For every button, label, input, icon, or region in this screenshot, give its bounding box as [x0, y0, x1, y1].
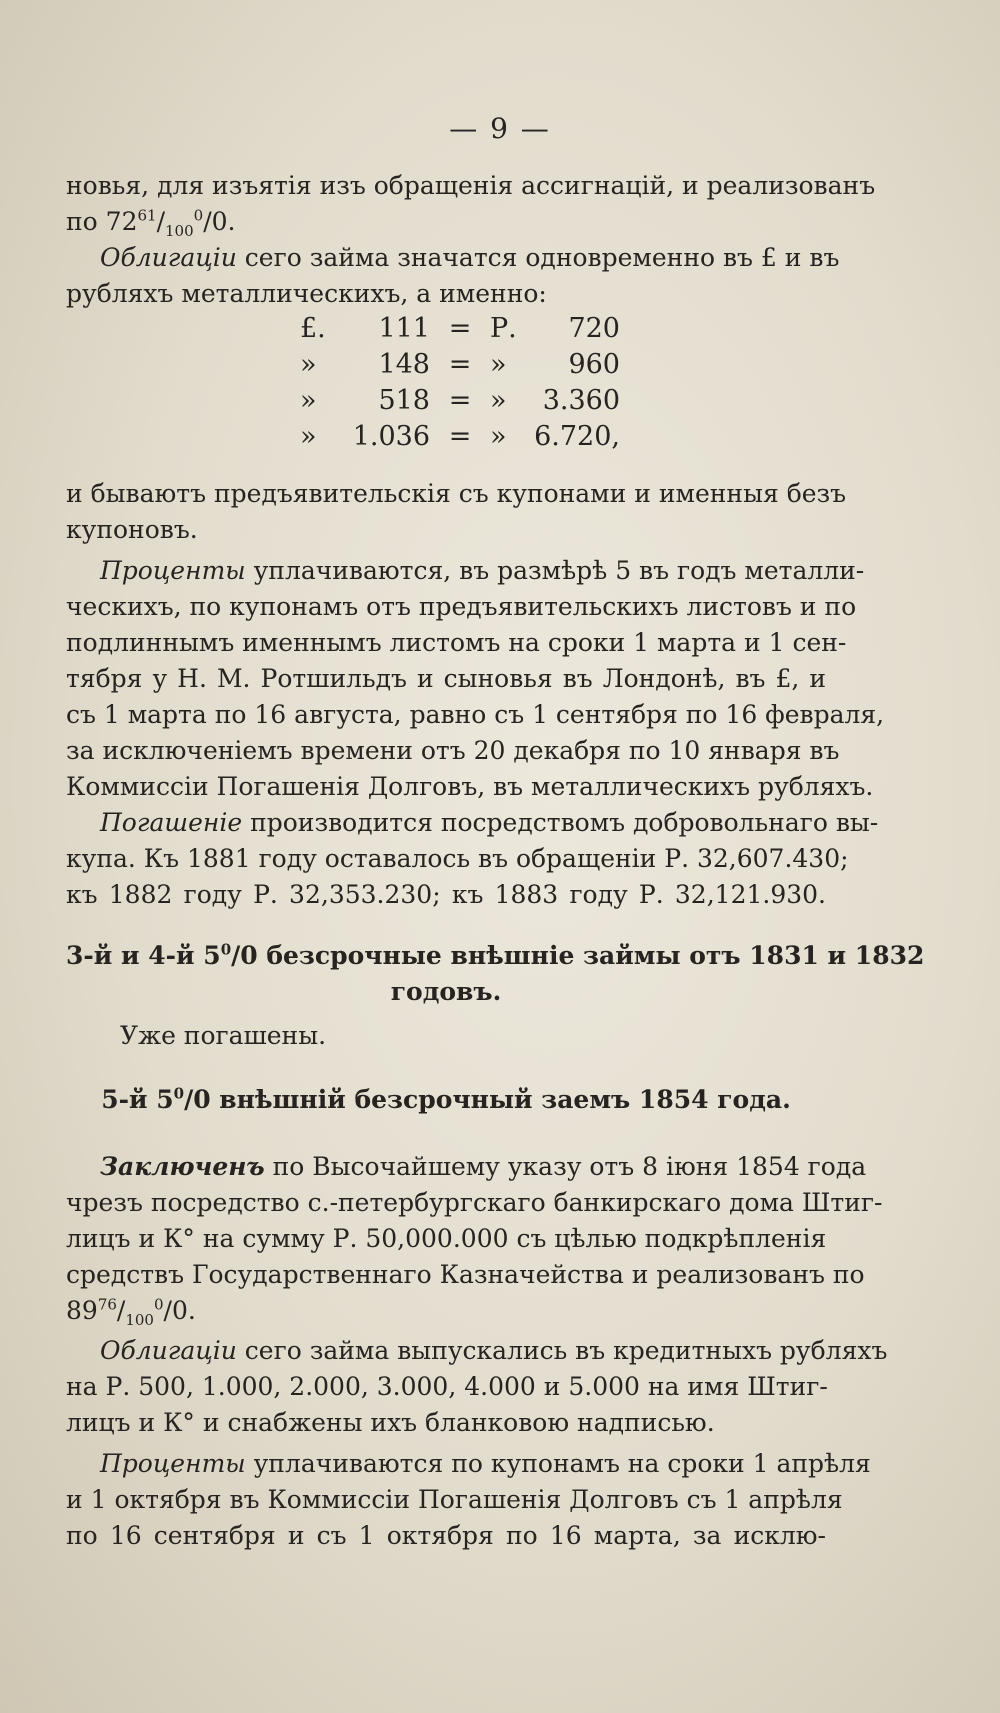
text-line: Уже погашены. — [120, 1021, 327, 1050]
text-line: по 16 сентября и съ 1 октября по 16 марта, за исклю- — [66, 1521, 826, 1550]
text-line: Погашеніе производится посредствомъ добровольнаго вы- — [100, 808, 879, 837]
text-line: по $72^{61}/_{100}^0/0$. — [66, 206, 236, 240]
equivalence-row: » 1.036 = » 6.720, — [300, 421, 620, 452]
text-line: подлиннымъ именнымъ листомъ на сроки 1 марта и 1 сен- — [66, 628, 847, 657]
text-line: Облигаціи сего займа выпускались въ кредитныхъ рубляхъ — [100, 1336, 888, 1365]
text-line: Проценты уплачиваются по купонамъ на сроки 1 апрѣля — [100, 1449, 871, 1478]
text-line: новья, для изъятія изъ обращенія ассигнацій, и реализованъ — [66, 171, 876, 200]
text-line: чрезъ посредство с.-петербургскаго банкирскаго дома Штиг- — [66, 1188, 883, 1217]
text-line: купоновъ. — [66, 515, 198, 544]
text-line: лицъ и К° на сумму Р. 50,000.000 съ цѣлью подкрѣпленія — [66, 1224, 827, 1253]
section-heading: 3-й и 4-й $5^0/0$ безсрочные внѣшніе займы отъ 1831 и 1832 — [66, 940, 925, 970]
text-line: къ 1882 году Р. 32,353.230; къ 1883 году Р. 32,121.930. — [66, 880, 826, 909]
text-line: Облигаціи сего займа значатся одновременно въ £ и въ — [100, 243, 840, 272]
section-heading: 5-й $5^0/0$ внѣшній безсрочный заемъ 1854 года. — [101, 1084, 791, 1114]
text-line: Проценты уплачиваются, въ размѣрѣ 5 въ годъ металли- — [100, 556, 865, 585]
equivalence-row: » 518 = » 3.360 — [300, 385, 620, 416]
section-heading: годовъ. — [390, 977, 502, 1006]
text-line: средствъ Государственнаго Казначейства и реализованъ по — [66, 1260, 865, 1289]
text-line: купа. Къ 1881 году оставалось въ обращеніи Р. 32,607.430; — [66, 844, 849, 873]
text-line: Заключенъ по Высочайшему указу отъ 8 іюня 1854 года — [100, 1152, 867, 1181]
text-line: рубляхъ металлическихъ, а именно: — [66, 279, 547, 308]
text-line: и бываютъ предъявительскія съ купонами и именныя безъ — [66, 479, 847, 508]
text-line: и 1 октября въ Коммиссіи Погашенія Долговъ съ 1 апрѣля — [66, 1485, 843, 1514]
text-line: $89^{76}/_{100}^0/0$. — [66, 1295, 196, 1329]
text-line: съ 1 марта по 16 августа, равно съ 1 сентября по 16 февраля, — [66, 700, 885, 729]
text-line: тября у Н. М. Ротшильдъ и сыновья въ Лондонѣ, въ £, и — [66, 664, 826, 693]
text-line: ческихъ, по купонамъ отъ предъявительскихъ листовъ и по — [66, 592, 857, 621]
equivalence-row: » 148 = » 960 — [300, 349, 620, 380]
equivalence-row: £. 111 = Р. 720 — [300, 313, 620, 344]
text-line: лицъ и К° и снабжены ихъ бланковою надписью. — [66, 1408, 715, 1437]
page-number: — 9 — — [449, 112, 551, 145]
text-line: Коммиссіи Погашенія Долговъ, въ металлическихъ рубляхъ. — [66, 772, 874, 801]
text-line: за исключеніемъ времени отъ 20 декабря по 10 января въ — [66, 736, 840, 765]
text-line: на Р. 500, 1.000, 2.000, 3.000, 4.000 и 5.000 на имя Штиг- — [66, 1372, 828, 1401]
